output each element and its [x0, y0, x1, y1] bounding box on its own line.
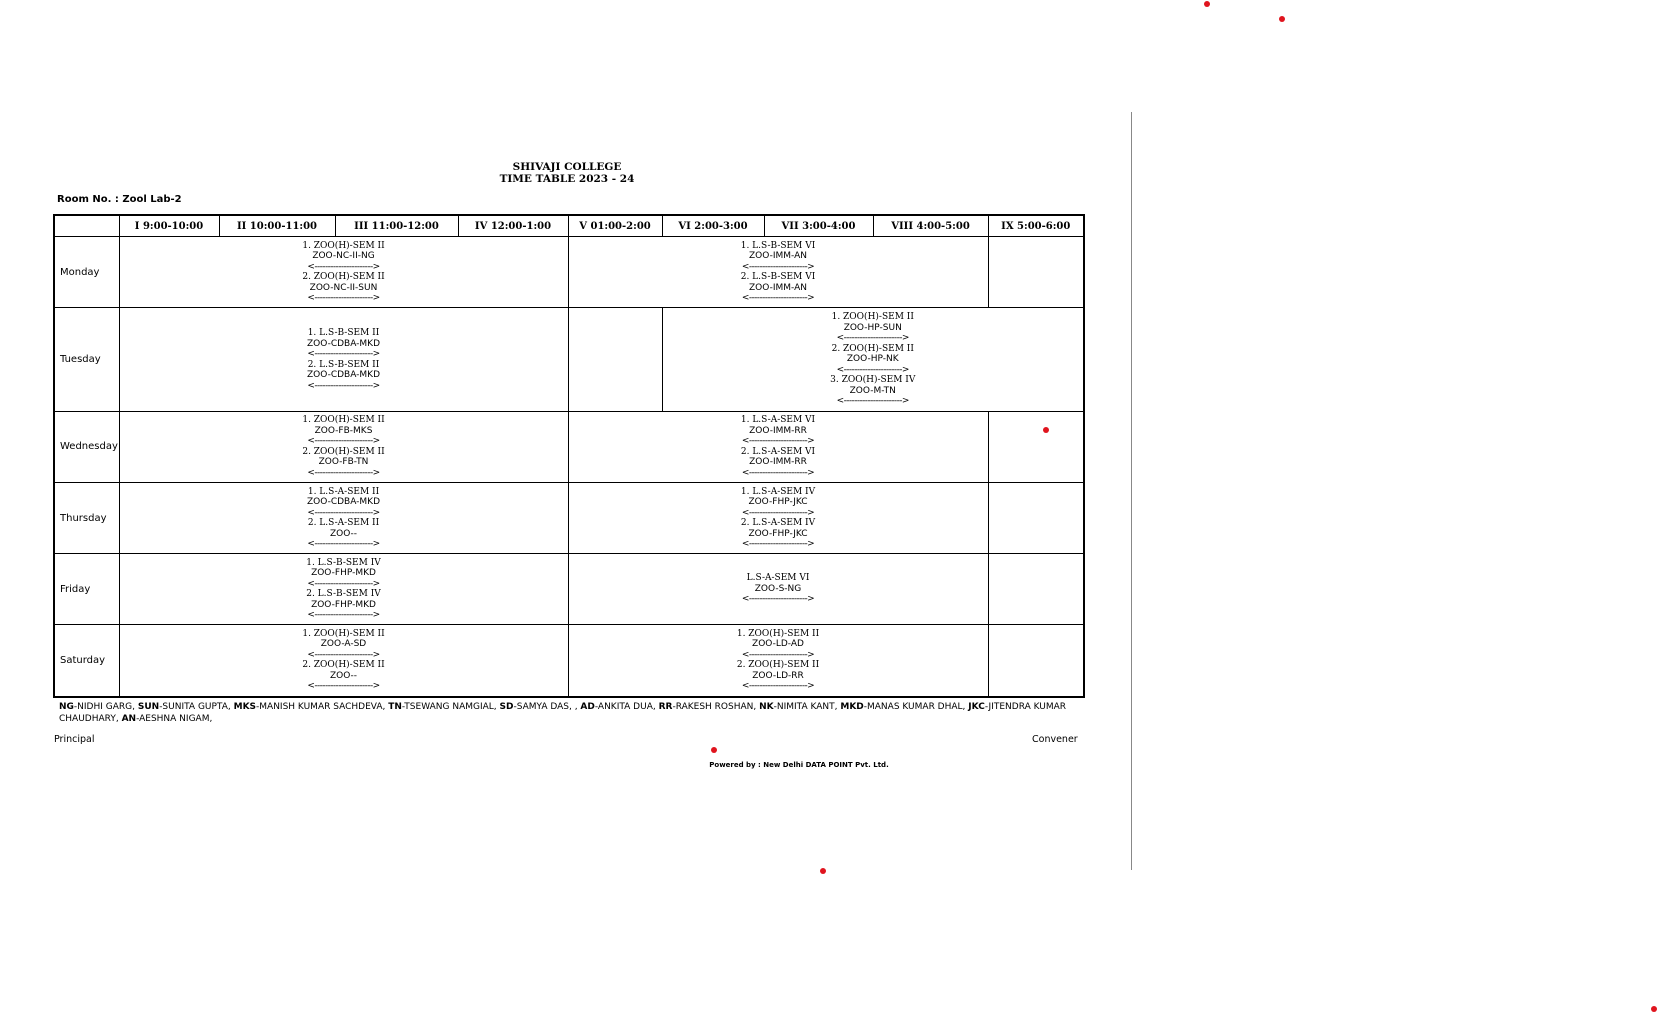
- course-line: 2. L.S-B-SEM II: [307, 359, 380, 370]
- period-header: II 10:00-11:00: [219, 215, 335, 237]
- timetable: [53, 214, 1085, 698]
- course-line: 1. L.S-B-SEM VI: [740, 240, 816, 251]
- day-row: [54, 624, 1084, 697]
- span-arrow: <---------------------->: [307, 293, 380, 304]
- faculty-code: MKS: [233, 702, 257, 712]
- paper-code-line: ZOO-FHP-JKC: [748, 497, 808, 508]
- paper-code-line: ZOO-FB-TN: [318, 457, 369, 468]
- principal-label: Principal: [54, 734, 95, 745]
- class-slot: [568, 411, 988, 482]
- span-arrow: <---------------------->: [307, 681, 380, 692]
- span-arrow: <---------------------->: [741, 467, 815, 478]
- red-dot-marker: [1279, 16, 1285, 22]
- span-arrow: <---------------------->: [307, 539, 380, 550]
- class-entry: [120, 328, 568, 360]
- class-entry: [120, 447, 568, 479]
- class-entry: [569, 487, 988, 519]
- class-slot: [568, 237, 988, 308]
- faculty-name: -NIDHI GARG,: [73, 702, 138, 712]
- faculty-code: NK: [759, 702, 774, 712]
- red-dot-marker: [1651, 1006, 1657, 1012]
- paper-code-line: ZOO-CDBA-MKD: [306, 338, 381, 349]
- course-line: 2. L.S-A-SEM VI: [740, 446, 816, 457]
- span-arrow: <---------------------->: [836, 333, 909, 344]
- course-line: 2. ZOO(H)-SEM II: [302, 660, 385, 671]
- class-entry: [569, 573, 988, 605]
- class-entry: [663, 375, 1084, 407]
- room-number: Room No. : Zool Lab-2: [57, 194, 182, 205]
- paper-code-line: ZOO-CDBA-MKD: [306, 370, 381, 380]
- class-entry: [569, 415, 988, 447]
- day-label: Saturday: [54, 624, 119, 697]
- faculty-name: -ANKITA DUA,: [594, 702, 659, 712]
- faculty-code: AN: [121, 713, 137, 724]
- empty-slot: [988, 411, 1084, 482]
- paper-code-line: ZOO-FHP-MKD: [311, 599, 376, 610]
- span-arrow: <---------------------->: [741, 681, 815, 692]
- faculty-name: -SAMYA DAS, ,: [513, 702, 581, 712]
- paper-code-line: ZOO-HP-NK: [846, 354, 899, 365]
- course-line: 2. ZOO(H)-SEM II: [302, 446, 385, 457]
- period-header: VIII 4:00-5:00: [873, 215, 988, 237]
- faculty-name: -SUNITA GUPTA,: [159, 702, 234, 712]
- span-arrow: <---------------------->: [836, 364, 909, 375]
- class-entry: [120, 415, 568, 447]
- course-line: 1. L.S-A-SEM IV: [740, 486, 816, 497]
- period-header: IV 12:00-1:00: [458, 215, 568, 237]
- faculty-code: MKD: [840, 702, 864, 712]
- course-line: 1. ZOO(H)-SEM II: [302, 415, 385, 426]
- day-label: Monday: [54, 237, 119, 308]
- paper-code-line: ZOO-IMM-AN: [749, 282, 807, 293]
- class-entry: [569, 272, 988, 304]
- class-slot: [119, 554, 568, 624]
- course-line: L.S-A-SEM VI: [746, 573, 810, 584]
- paper-code-line: ZOO-HP-SUN: [843, 322, 902, 333]
- class-entry: [120, 629, 568, 661]
- class-entry: [120, 360, 568, 392]
- paper-code-line: ZOO-IMM-AN: [749, 251, 807, 262]
- period-header: I 9:00-10:00: [119, 215, 219, 237]
- paper-code-line: ZOO-NC-II-SUN: [309, 282, 378, 293]
- empty-slot: [988, 624, 1084, 697]
- paper-code-line: ZOO-FHP-MKD: [311, 568, 376, 579]
- class-slot: [119, 624, 568, 697]
- day-label: Wednesday: [54, 411, 119, 482]
- class-slot: [119, 483, 568, 554]
- faculty-name: -TSEWANG NAMGIAL,: [401, 702, 500, 712]
- faculty-code: SUN: [137, 702, 160, 712]
- period-header: VII 3:00-4:00: [764, 215, 873, 237]
- class-entry: [120, 660, 568, 692]
- span-arrow: <---------------------->: [307, 261, 380, 272]
- powered-by-credit: Powered by : New Delhi DATA POINT Pvt. Ltd.: [709, 761, 889, 769]
- faculty-name: -MANISH KUMAR SACHDEVA,: [256, 702, 389, 712]
- paper-code-line: ZOO-M-TN: [849, 385, 896, 396]
- class-entry: [663, 344, 1084, 376]
- course-line: 2. L.S-B-SEM VI: [740, 272, 816, 283]
- span-arrow: <---------------------->: [307, 467, 380, 478]
- faculty-name: -MANAS KUMAR DHAL,: [863, 702, 969, 712]
- course-line: 3. ZOO(H)-SEM IV: [830, 375, 916, 386]
- class-slot: [568, 624, 988, 697]
- class-entry: [120, 487, 568, 519]
- class-entry: [569, 241, 988, 273]
- day-row: [54, 483, 1084, 554]
- class-entry: [569, 518, 988, 550]
- empty-slot: [568, 308, 662, 411]
- course-line: 1. ZOO(H)-SEM II: [736, 628, 820, 639]
- span-arrow: <---------------------->: [307, 610, 380, 621]
- faculty-code: JKC: [968, 702, 985, 712]
- faculty-name: -NIMITA KANT,: [773, 702, 841, 712]
- course-line: 1. L.S-A-SEM VI: [740, 415, 816, 426]
- class-slot: [119, 237, 568, 308]
- paper-code-line: ZOO-FHP-JKC: [748, 528, 808, 539]
- class-entry: [569, 447, 988, 479]
- period-header: V 01:00-2:00: [568, 215, 662, 237]
- page-divider: [1131, 112, 1132, 870]
- red-dot-marker: [1204, 1, 1210, 7]
- span-arrow: <---------------------->: [741, 594, 815, 605]
- period-header-row: [54, 215, 1084, 237]
- span-arrow: <---------------------->: [741, 293, 815, 304]
- class-entry: [120, 518, 568, 550]
- span-arrow: <---------------------->: [741, 507, 815, 518]
- course-line: 2. L.S-B-SEM IV: [306, 589, 381, 600]
- day-row: [54, 411, 1084, 482]
- course-line: 2. L.S-A-SEM IV: [740, 518, 816, 529]
- day-row: [54, 237, 1084, 308]
- span-arrow: <---------------------->: [307, 436, 380, 447]
- class-entry: [120, 558, 568, 590]
- paper-code-line: ZOO-NC-II-NG: [312, 251, 375, 262]
- period-header: III 11:00-12:00: [335, 215, 458, 237]
- empty-slot: [988, 483, 1084, 554]
- day-row: [54, 554, 1084, 624]
- paper-code-line: ZOO-LD-AD: [752, 639, 804, 650]
- span-arrow: <---------------------->: [741, 261, 815, 272]
- paper-code-line: ZOO-FB-MKS: [314, 425, 373, 436]
- span-arrow: <---------------------->: [307, 649, 380, 660]
- red-dot-marker: [711, 747, 717, 753]
- span-arrow: <---------------------->: [307, 507, 380, 518]
- faculty-code: TN: [388, 702, 402, 712]
- college-title: SHIVAJI COLLEGE: [512, 161, 622, 173]
- empty-slot: [988, 237, 1084, 308]
- convener-label: Convener: [1032, 734, 1078, 745]
- paper-code-line: ZOO-IMM-RR: [749, 457, 807, 468]
- timetable-title: TIME TABLE 2023 - 24: [499, 173, 635, 185]
- class-slot: [119, 308, 568, 411]
- span-arrow: <---------------------->: [741, 649, 815, 660]
- period-header: VI 2:00-3:00: [662, 215, 764, 237]
- faculty-code: NG: [59, 702, 74, 712]
- faculty-code: RR: [658, 702, 673, 712]
- class-entry: [569, 660, 988, 692]
- paper-code-line: ZOO-LD-RR: [752, 670, 804, 681]
- class-entry: [663, 312, 1084, 344]
- course-line: 2. L.S-A-SEM II: [307, 518, 380, 529]
- faculty-code: SD: [499, 702, 514, 712]
- paper-code-line: ZOO-CDBA-MKD: [306, 497, 381, 508]
- paper-code-line: ZOO--: [329, 528, 358, 539]
- empty-slot: [988, 554, 1084, 624]
- red-dot-marker: [820, 868, 826, 874]
- corner-header: [54, 215, 119, 237]
- faculty-name: -AESHNA NIGAM,: [136, 713, 213, 724]
- day-label: Tuesday: [54, 308, 119, 411]
- class-entry: [120, 241, 568, 273]
- day-row: [54, 308, 1084, 411]
- span-arrow: <---------------------->: [741, 436, 815, 447]
- course-line: 1. ZOO(H)-SEM II: [302, 628, 385, 639]
- paper-code-line: ZOO--: [329, 670, 358, 681]
- span-arrow: <---------------------->: [836, 396, 909, 407]
- class-slot: [568, 554, 988, 624]
- course-line: 1. ZOO(H)-SEM II: [302, 240, 385, 251]
- class-entry: [569, 629, 988, 661]
- faculty-legend: [59, 702, 1069, 725]
- day-label: Thursday: [54, 483, 119, 554]
- class-entry: [120, 272, 568, 304]
- span-arrow: <---------------------->: [307, 578, 380, 589]
- course-line: 1. ZOO(H)-SEM II: [831, 312, 914, 323]
- span-arrow: <---------------------->: [741, 539, 815, 550]
- course-line: 1. L.S-B-SEM II: [307, 328, 380, 338]
- class-slot: [662, 308, 1084, 411]
- faculty-name: -JITENDRA KUMAR CHAUDHARY,: [59, 702, 1067, 724]
- paper-code-line: ZOO-S-NG: [754, 583, 802, 594]
- course-line: 2. ZOO(H)-SEM II: [302, 272, 385, 283]
- course-line: 1. L.S-A-SEM II: [307, 486, 380, 497]
- class-slot: [119, 411, 568, 482]
- day-label: Friday: [54, 554, 119, 624]
- course-line: 2. ZOO(H)-SEM II: [736, 660, 820, 671]
- period-header: IX 5:00-6:00: [988, 215, 1084, 237]
- class-slot: [568, 483, 988, 554]
- course-line: 2. ZOO(H)-SEM II: [831, 343, 914, 354]
- class-entry: [120, 589, 568, 621]
- paper-code-line: ZOO-A-SD: [320, 639, 367, 650]
- faculty-name: -RAKESH ROSHAN,: [672, 702, 760, 712]
- span-arrow: <---------------------->: [307, 380, 380, 391]
- paper-code-line: ZOO-IMM-RR: [749, 425, 807, 436]
- span-arrow: <---------------------->: [307, 349, 380, 359]
- course-line: 1. L.S-B-SEM IV: [306, 557, 381, 568]
- faculty-code: AD: [580, 702, 595, 712]
